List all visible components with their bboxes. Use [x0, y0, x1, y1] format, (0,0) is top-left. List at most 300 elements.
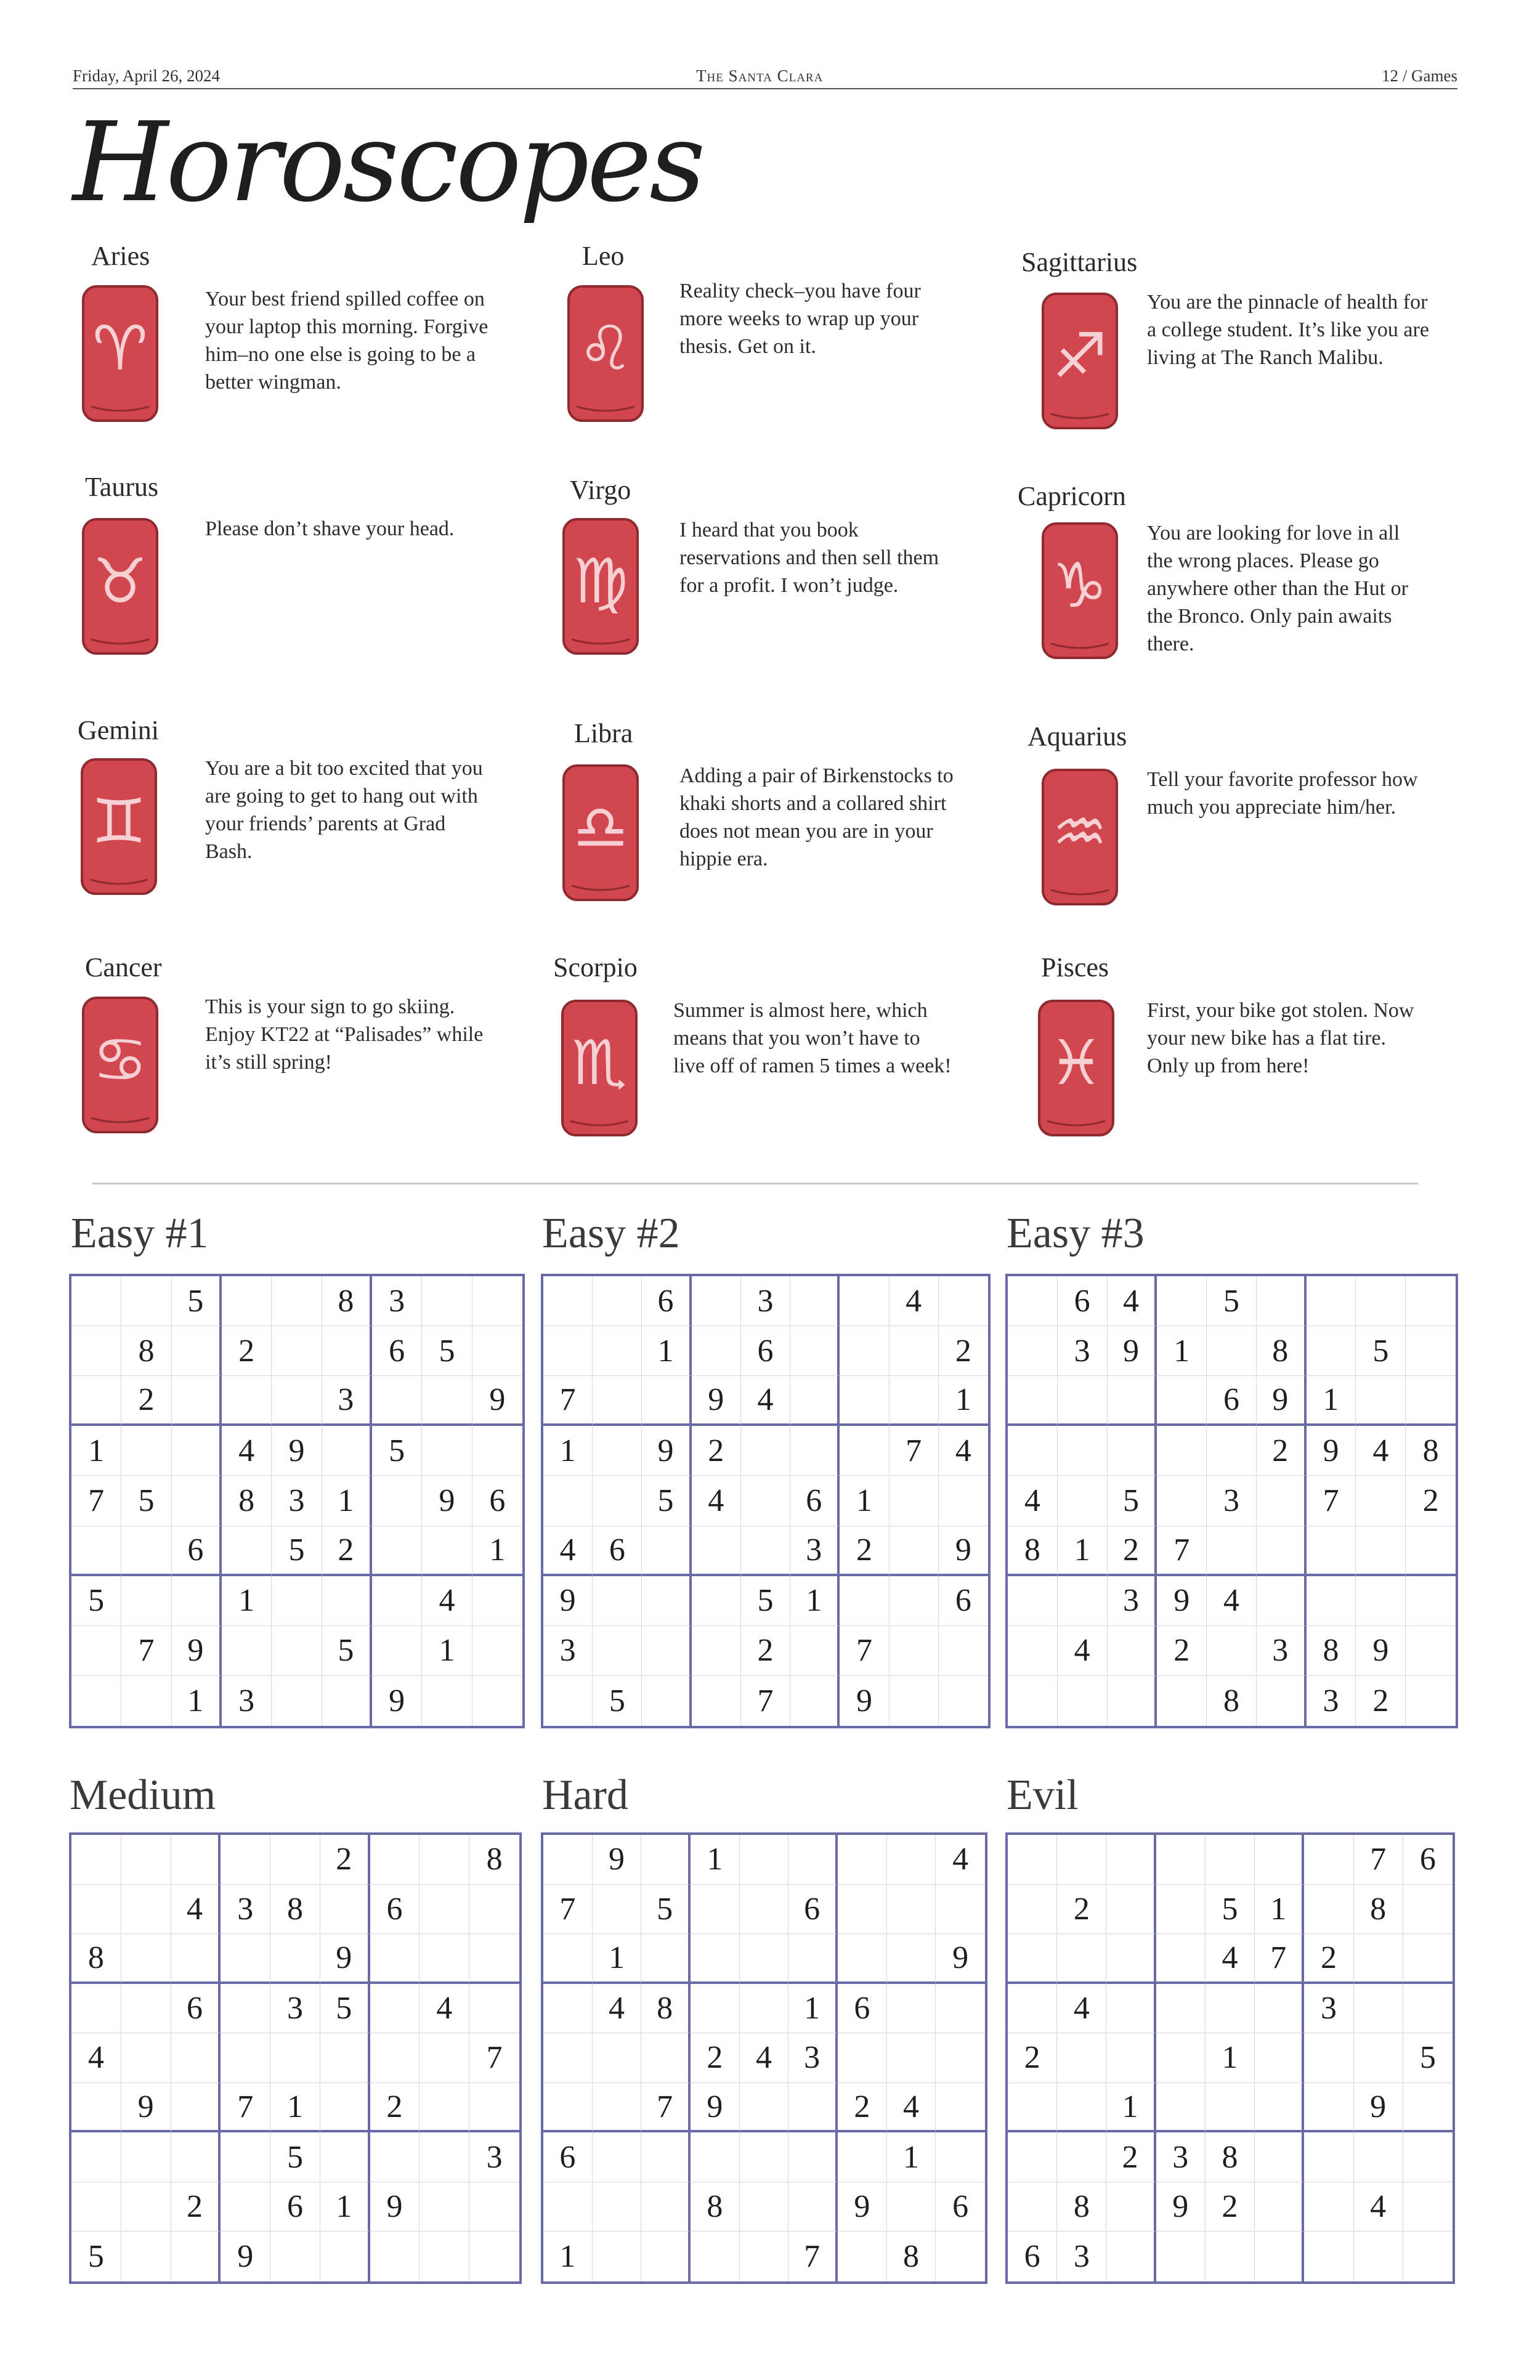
sudoku-cell[interactable]: 3 [1307, 1676, 1356, 1726]
sudoku-cell[interactable]: 4 [936, 1835, 985, 1885]
sudoku-cell[interactable] [1255, 1984, 1304, 2034]
sudoku-cell[interactable] [1257, 1476, 1307, 1526]
sudoku-cell[interactable] [840, 1276, 889, 1326]
sudoku-cell[interactable]: 9 [272, 1426, 322, 1476]
sudoku-cell[interactable] [790, 1376, 840, 1426]
sudoku-cell[interactable] [1255, 1835, 1304, 1885]
sudoku-cell[interactable]: 6 [936, 2182, 985, 2232]
sudoku-cell[interactable] [1356, 1476, 1406, 1526]
sudoku-cell[interactable]: 9 [838, 2182, 887, 2232]
sudoku-cell[interactable]: 2 [171, 2182, 221, 2232]
sudoku-cell[interactable] [740, 1934, 789, 1984]
sudoku-cell[interactable] [419, 2083, 469, 2133]
sudoku-cell[interactable] [1354, 2132, 1403, 2182]
sudoku-cell[interactable] [790, 1276, 840, 1326]
sudoku-cell[interactable] [1403, 1934, 1453, 1984]
sudoku-cell[interactable]: 4 [740, 2033, 789, 2083]
sudoku-cell[interactable] [1255, 2232, 1304, 2281]
sudoku-cell[interactable] [1304, 2083, 1353, 2133]
sudoku-cell[interactable]: 3 [543, 1626, 593, 1676]
sudoku-cell[interactable] [1008, 1885, 1057, 1935]
sudoku-cell[interactable]: 9 [1307, 1426, 1356, 1476]
sudoku-cell[interactable] [692, 1626, 741, 1676]
sudoku-cell[interactable]: 8 [691, 2182, 740, 2232]
sudoku-cell[interactable] [472, 1326, 522, 1376]
sudoku-cell[interactable]: 9 [1354, 2083, 1403, 2133]
sudoku-cell[interactable] [1356, 1276, 1406, 1326]
sudoku-cell[interactable] [1257, 1676, 1307, 1726]
sudoku-cell[interactable]: 9 [1257, 1376, 1307, 1426]
sudoku-cell[interactable]: 8 [121, 1326, 171, 1376]
sudoku-cell[interactable] [939, 1276, 988, 1326]
sudoku-cell[interactable] [320, 2232, 370, 2281]
sudoku-cell[interactable] [320, 1885, 370, 1935]
sudoku-cell[interactable]: 4 [1108, 1276, 1157, 1326]
sudoku-cell[interactable] [1106, 2033, 1156, 2083]
sudoku-cell[interactable] [171, 2033, 221, 2083]
sudoku-cell[interactable] [1257, 1276, 1307, 1326]
sudoku-cell[interactable]: 2 [1406, 1476, 1456, 1526]
sudoku-cell[interactable] [1008, 1984, 1057, 2034]
sudoku-cell[interactable]: 9 [936, 1934, 985, 1984]
sudoku-cell[interactable] [121, 2033, 171, 2083]
sudoku-cell[interactable] [838, 2033, 887, 2083]
sudoku-cell[interactable] [1008, 1276, 1058, 1326]
sudoku-cell[interactable]: 1 [270, 2083, 320, 2133]
sudoku-cell[interactable]: 2 [370, 2083, 420, 2133]
sudoku-cell[interactable] [1156, 2033, 1206, 2083]
sudoku-cell[interactable] [469, 2232, 519, 2281]
sudoku-cell[interactable] [1008, 1626, 1058, 1676]
sudoku-cell[interactable] [1403, 2232, 1453, 2281]
sudoku-cell[interactable] [1307, 1576, 1356, 1626]
sudoku-cell[interactable] [887, 1885, 936, 1935]
sudoku-cell[interactable] [472, 1276, 522, 1326]
sudoku-cell[interactable] [121, 2182, 171, 2232]
sudoku-cell[interactable] [1108, 1426, 1157, 1476]
sudoku-cell[interactable] [1108, 1376, 1157, 1426]
sudoku-cell[interactable] [1304, 2033, 1353, 2083]
sudoku-cell[interactable] [642, 1676, 691, 1726]
sudoku-cell[interactable]: 6 [1008, 2232, 1057, 2281]
sudoku-cell[interactable]: 2 [222, 1326, 272, 1376]
sudoku-cell[interactable] [1356, 1576, 1406, 1626]
sudoku-cell[interactable] [372, 1476, 422, 1526]
sudoku-cell[interactable] [790, 1326, 840, 1376]
sudoku-cell[interactable]: 6 [741, 1326, 790, 1376]
sudoku-cell[interactable] [788, 2182, 838, 2232]
sudoku-cell[interactable]: 2 [1008, 2033, 1057, 2083]
sudoku-cell[interactable]: 2 [741, 1626, 790, 1676]
sudoku-cell[interactable] [171, 2083, 221, 2133]
sudoku-cell[interactable]: 6 [642, 1276, 691, 1326]
sudoku-cell[interactable] [887, 1934, 936, 1984]
sudoku-cell[interactable] [1058, 1676, 1108, 1726]
sudoku-cell[interactable] [221, 1934, 270, 1984]
sudoku-cell[interactable]: 7 [1255, 1934, 1304, 1984]
sudoku-cell[interactable]: 7 [641, 2083, 691, 2133]
sudoku-cell[interactable] [887, 2182, 936, 2232]
sudoku-cell[interactable] [1008, 1576, 1058, 1626]
sudoku-cell[interactable]: 4 [71, 2033, 121, 2083]
sudoku-cell[interactable] [593, 1326, 642, 1376]
sudoku-cell[interactable] [469, 2083, 519, 2133]
sudoku-cell[interactable] [691, 1934, 740, 1984]
sudoku-cell[interactable]: 5 [270, 2132, 320, 2182]
sudoku-cell[interactable]: 8 [641, 1984, 691, 2034]
sudoku-cell[interactable] [320, 2132, 370, 2182]
sudoku-cell[interactable]: 9 [939, 1526, 988, 1576]
sudoku-cell[interactable]: 1 [1106, 2083, 1156, 2133]
sudoku-cell[interactable]: 1 [840, 1476, 889, 1526]
sudoku-cell[interactable] [1057, 2033, 1106, 2083]
sudoku-cell[interactable] [593, 1885, 642, 1935]
sudoku-cell[interactable] [1304, 2182, 1353, 2232]
sudoku-cell[interactable]: 7 [121, 1626, 171, 1676]
sudoku-cell[interactable]: 8 [1207, 1676, 1257, 1726]
sudoku-cell[interactable]: 5 [641, 1885, 691, 1935]
sudoku-cell[interactable] [1403, 2132, 1453, 2182]
sudoku-cell[interactable] [642, 1576, 691, 1626]
sudoku-cell[interactable]: 2 [1057, 1885, 1106, 1935]
sudoku-cell[interactable] [1106, 1835, 1156, 1885]
sudoku-cell[interactable]: 3 [1156, 2132, 1206, 2182]
sudoku-cell[interactable]: 3 [1058, 1326, 1108, 1376]
sudoku-cell[interactable] [370, 2132, 420, 2182]
sudoku-cell[interactable] [939, 1476, 988, 1526]
sudoku-cell[interactable] [543, 2083, 593, 2133]
sudoku-cell[interactable] [221, 2132, 270, 2182]
sudoku-cell[interactable] [840, 1576, 889, 1626]
sudoku-cell[interactable]: 5 [71, 1576, 121, 1626]
sudoku-cell[interactable]: 3 [788, 2033, 838, 2083]
sudoku-cell[interactable] [1156, 1984, 1206, 2034]
sudoku-cell[interactable] [71, 2132, 121, 2182]
sudoku-cell[interactable]: 9 [1157, 1576, 1207, 1626]
sudoku-cell[interactable] [272, 1326, 322, 1376]
sudoku-cell[interactable] [691, 2232, 740, 2281]
sudoku-cell[interactable] [1008, 1676, 1058, 1726]
sudoku-cell[interactable] [419, 1885, 469, 1935]
sudoku-cell[interactable] [172, 1376, 222, 1426]
sudoku-cell[interactable] [419, 2182, 469, 2232]
sudoku-cell[interactable] [543, 1676, 593, 1726]
sudoku-cell[interactable]: 9 [642, 1426, 691, 1476]
sudoku-cell[interactable]: 6 [1207, 1376, 1257, 1426]
sudoku-cell[interactable]: 3 [1108, 1576, 1157, 1626]
sudoku-cell[interactable] [222, 1526, 272, 1576]
sudoku-cell[interactable]: 1 [543, 2232, 593, 2281]
sudoku-cell[interactable] [543, 1835, 593, 1885]
sudoku-cell[interactable]: 1 [691, 1835, 740, 1885]
sudoku-cell[interactable] [121, 1835, 171, 1885]
sudoku-cell[interactable] [1058, 1426, 1108, 1476]
sudoku-cell[interactable] [1255, 2182, 1304, 2232]
sudoku-cell[interactable] [1206, 1835, 1255, 1885]
sudoku-cell[interactable]: 9 [543, 1576, 593, 1626]
sudoku-cell[interactable]: 5 [372, 1426, 422, 1476]
sudoku-cell[interactable]: 7 [469, 2033, 519, 2083]
sudoku-cell[interactable] [838, 1934, 887, 1984]
sudoku-cell[interactable]: 1 [1206, 2033, 1255, 2083]
sudoku-cell[interactable] [1356, 1526, 1406, 1576]
sudoku-cell[interactable]: 9 [372, 1676, 422, 1726]
sudoku-cell[interactable]: 8 [322, 1276, 372, 1326]
sudoku-cell[interactable] [1207, 1526, 1257, 1576]
sudoku-cell[interactable]: 2 [1108, 1526, 1157, 1576]
sudoku-cell[interactable] [1008, 2083, 1057, 2133]
sudoku-cell[interactable] [1206, 1984, 1255, 2034]
sudoku-cell[interactable] [593, 2232, 642, 2281]
sudoku-cell[interactable] [692, 1276, 741, 1326]
sudoku-cell[interactable]: 3 [221, 1885, 270, 1935]
sudoku-cell[interactable] [1207, 1426, 1257, 1476]
sudoku-cell[interactable] [936, 2232, 985, 2281]
sudoku-cell[interactable]: 5 [642, 1476, 691, 1526]
sudoku-cell[interactable] [790, 1676, 840, 1726]
sudoku-cell[interactable]: 2 [838, 2083, 887, 2133]
sudoku-cell[interactable]: 8 [71, 1934, 121, 1984]
sudoku-cell[interactable] [472, 1626, 522, 1676]
sudoku-cell[interactable] [221, 2033, 270, 2083]
sudoku-cell[interactable]: 5 [741, 1576, 790, 1626]
sudoku-cell[interactable] [1406, 1276, 1456, 1326]
sudoku-cell[interactable] [272, 1626, 322, 1676]
sudoku-cell[interactable] [642, 1526, 691, 1576]
sudoku-cell[interactable] [890, 1576, 939, 1626]
sudoku-cell[interactable]: 5 [172, 1276, 222, 1326]
sudoku-cell[interactable] [221, 1984, 270, 2034]
sudoku-cell[interactable]: 9 [121, 2083, 171, 2133]
sudoku-cell[interactable]: 9 [692, 1376, 741, 1426]
sudoku-cell[interactable] [1057, 2132, 1106, 2182]
sudoku-cell[interactable] [419, 2033, 469, 2083]
sudoku-cell[interactable] [593, 1276, 642, 1326]
sudoku-cell[interactable] [121, 1984, 171, 2034]
sudoku-cell[interactable] [543, 1276, 593, 1326]
sudoku-cell[interactable]: 2 [320, 1835, 370, 1885]
sudoku-cell[interactable] [1058, 1376, 1108, 1426]
sudoku-cell[interactable]: 1 [422, 1626, 472, 1676]
sudoku-cell[interactable] [1354, 1934, 1403, 1984]
sudoku-cell[interactable]: 5 [322, 1626, 372, 1676]
sudoku-cell[interactable]: 3 [1207, 1476, 1257, 1526]
sudoku-cell[interactable]: 4 [419, 1984, 469, 2034]
sudoku-cell[interactable] [472, 1676, 522, 1726]
sudoku-cell[interactable] [71, 1376, 121, 1426]
sudoku-cell[interactable]: 5 [272, 1526, 322, 1576]
sudoku-cell[interactable] [121, 2232, 171, 2281]
sudoku-cell[interactable]: 4 [1057, 1984, 1106, 2034]
sudoku-cell[interactable] [222, 1626, 272, 1676]
sudoku-cell[interactable]: 6 [171, 1984, 221, 2034]
sudoku-cell[interactable] [1307, 1326, 1356, 1376]
sudoku-cell[interactable]: 5 [71, 2232, 121, 2281]
sudoku-cell[interactable] [1106, 2232, 1156, 2281]
sudoku-cell[interactable]: 1 [1157, 1326, 1207, 1376]
sudoku-cell[interactable]: 5 [1403, 2033, 1453, 2083]
sudoku-cell[interactable] [692, 1526, 741, 1576]
sudoku-cell[interactable]: 4 [939, 1426, 988, 1476]
sudoku-cell[interactable] [71, 1885, 121, 1935]
sudoku-cell[interactable] [370, 2033, 420, 2083]
sudoku-cell[interactable] [890, 1376, 939, 1426]
sudoku-cell[interactable]: 1 [172, 1676, 222, 1726]
sudoku-cell[interactable]: 6 [472, 1476, 522, 1526]
sudoku-cell[interactable] [939, 1626, 988, 1676]
sudoku-cell[interactable]: 9 [840, 1676, 889, 1726]
sudoku-cell[interactable] [790, 1626, 840, 1676]
sudoku-cell[interactable]: 6 [790, 1476, 840, 1526]
sudoku-cell[interactable] [270, 1835, 320, 1885]
sudoku-cell[interactable] [1304, 1835, 1353, 1885]
sudoku-cell[interactable]: 1 [320, 2182, 370, 2232]
sudoku-cell[interactable] [788, 2132, 838, 2182]
sudoku-cell[interactable]: 3 [741, 1276, 790, 1326]
sudoku-cell[interactable]: 5 [1206, 1885, 1255, 1935]
sudoku-cell[interactable]: 9 [320, 1934, 370, 1984]
sudoku-cell[interactable] [740, 1835, 789, 1885]
sudoku-cell[interactable] [936, 1984, 985, 2034]
sudoku-cell[interactable] [1406, 1376, 1456, 1426]
sudoku-cell[interactable]: 4 [593, 1984, 642, 2034]
sudoku-cell[interactable] [1206, 2232, 1255, 2281]
sudoku-cell[interactable] [422, 1676, 472, 1726]
sudoku-cell[interactable] [887, 2033, 936, 2083]
sudoku-cell[interactable] [1304, 2232, 1353, 2281]
sudoku-cell[interactable]: 4 [887, 2083, 936, 2133]
sudoku-cell[interactable] [692, 1576, 741, 1626]
sudoku-cell[interactable] [1057, 1835, 1106, 1885]
sudoku-cell[interactable]: 5 [121, 1476, 171, 1526]
sudoku-cell[interactable]: 3 [272, 1476, 322, 1526]
sudoku-cell[interactable]: 7 [788, 2232, 838, 2281]
sudoku-cell[interactable]: 1 [71, 1426, 121, 1476]
sudoku-cell[interactable] [1156, 2083, 1206, 2133]
sudoku-cell[interactable] [740, 1984, 789, 2034]
sudoku-cell[interactable] [272, 1376, 322, 1426]
sudoku-cell[interactable] [593, 1476, 642, 1526]
sudoku-cell[interactable]: 9 [172, 1626, 222, 1676]
sudoku-cell[interactable] [320, 2083, 370, 2133]
sudoku-cell[interactable] [543, 2033, 593, 2083]
sudoku-cell[interactable] [890, 1526, 939, 1576]
sudoku-cell[interactable] [322, 1676, 372, 1726]
sudoku-cell[interactable] [419, 2232, 469, 2281]
sudoku-cell[interactable] [1008, 1835, 1057, 1885]
sudoku-cell[interactable] [422, 1276, 472, 1326]
sudoku-cell[interactable]: 5 [320, 1984, 370, 2034]
sudoku-cell[interactable] [1157, 1276, 1207, 1326]
sudoku-cell[interactable]: 4 [741, 1376, 790, 1426]
sudoku-cell[interactable] [890, 1676, 939, 1726]
sudoku-cell[interactable] [1108, 1626, 1157, 1676]
sudoku-cell[interactable]: 3 [469, 2132, 519, 2182]
sudoku-cell[interactable]: 9 [370, 2182, 420, 2232]
sudoku-cell[interactable] [936, 2083, 985, 2133]
sudoku-cell[interactable] [641, 2132, 691, 2182]
sudoku-cell[interactable] [370, 1934, 420, 1984]
sudoku-cell[interactable] [469, 1934, 519, 1984]
sudoku-cell[interactable] [1206, 2083, 1255, 2133]
sudoku-cell[interactable] [1156, 1885, 1206, 1935]
sudoku-cell[interactable] [740, 2232, 789, 2281]
sudoku-cell[interactable] [1058, 1576, 1108, 1626]
sudoku-cell[interactable]: 7 [71, 1476, 121, 1526]
sudoku-cell[interactable] [840, 1426, 889, 1476]
sudoku-cell[interactable] [543, 1326, 593, 1376]
sudoku-cell[interactable] [936, 1885, 985, 1935]
sudoku-cell[interactable] [171, 1934, 221, 1984]
sudoku-cell[interactable] [372, 1576, 422, 1626]
sudoku-cell[interactable]: 1 [887, 2132, 936, 2182]
sudoku-cell[interactable] [1106, 2182, 1156, 2232]
sudoku-cell[interactable]: 5 [422, 1326, 472, 1376]
sudoku-cell[interactable]: 1 [472, 1526, 522, 1576]
sudoku-cell[interactable] [692, 1676, 741, 1726]
sudoku-cell[interactable]: 1 [642, 1326, 691, 1376]
sudoku-cell[interactable]: 7 [890, 1426, 939, 1476]
sudoku-cell[interactable] [691, 2132, 740, 2182]
sudoku-cell[interactable]: 6 [1058, 1276, 1108, 1326]
sudoku-cell[interactable]: 9 [221, 2232, 270, 2281]
sudoku-cell[interactable] [172, 1576, 222, 1626]
sudoku-cell[interactable] [642, 1376, 691, 1426]
sudoku-cell[interactable] [939, 1676, 988, 1726]
sudoku-cell[interactable]: 8 [469, 1835, 519, 1885]
sudoku-cell[interactable] [71, 1984, 121, 2034]
sudoku-cell[interactable]: 5 [1108, 1476, 1157, 1526]
sudoku-cell[interactable] [840, 1326, 889, 1376]
sudoku-cell[interactable] [270, 2033, 320, 2083]
sudoku-cell[interactable] [840, 1376, 889, 1426]
sudoku-cell[interactable] [890, 1626, 939, 1676]
sudoku-cell[interactable]: 8 [1008, 1526, 1058, 1576]
sudoku-cell[interactable] [641, 2232, 691, 2281]
sudoku-cell[interactable] [543, 1934, 593, 1984]
sudoku-cell[interactable]: 6 [788, 1885, 838, 1935]
sudoku-cell[interactable] [1304, 1885, 1353, 1935]
sudoku-cell[interactable] [788, 1934, 838, 1984]
sudoku-cell[interactable] [1403, 2182, 1453, 2232]
sudoku-cell[interactable] [469, 1885, 519, 1935]
sudoku-cell[interactable]: 7 [1307, 1476, 1356, 1526]
sudoku-cell[interactable] [71, 1626, 121, 1676]
sudoku-cell[interactable] [171, 1835, 221, 1885]
sudoku-cell[interactable] [642, 1626, 691, 1676]
sudoku-cell[interactable]: 8 [1354, 1885, 1403, 1935]
sudoku-cell[interactable] [121, 1276, 171, 1326]
sudoku-cell[interactable]: 1 [788, 1984, 838, 2034]
sudoku-cell[interactable]: 4 [1356, 1426, 1406, 1476]
sudoku-cell[interactable] [593, 2033, 642, 2083]
sudoku-cell[interactable]: 5 [1356, 1326, 1406, 1376]
sudoku-cell[interactable] [1403, 1984, 1453, 2034]
sudoku-cell[interactable]: 6 [543, 2132, 593, 2182]
sudoku-cell[interactable]: 4 [1206, 1934, 1255, 1984]
sudoku-cell[interactable] [1307, 1276, 1356, 1326]
sudoku-cell[interactable]: 8 [1307, 1626, 1356, 1676]
sudoku-cell[interactable] [322, 1576, 372, 1626]
sudoku-cell[interactable] [1403, 2083, 1453, 2133]
sudoku-cell[interactable] [71, 2182, 121, 2232]
sudoku-cell[interactable] [1008, 2132, 1057, 2182]
sudoku-cell[interactable]: 9 [422, 1476, 472, 1526]
sudoku-cell[interactable] [1354, 2033, 1403, 2083]
sudoku-cell[interactable] [1108, 1676, 1157, 1726]
sudoku-cell[interactable] [890, 1476, 939, 1526]
sudoku-cell[interactable] [1106, 1934, 1156, 1984]
